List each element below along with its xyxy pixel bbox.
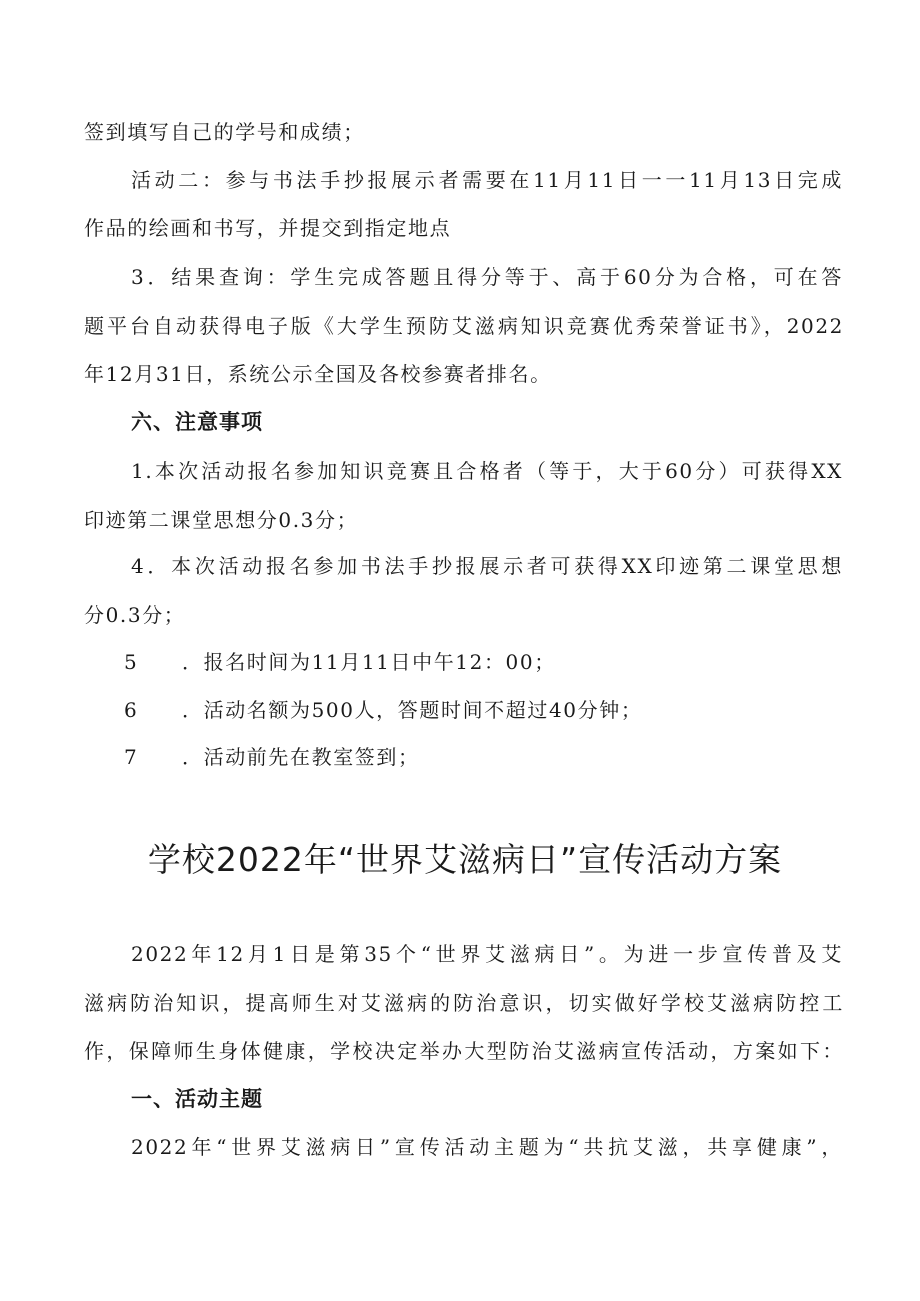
text-line-certificate: 题平台自动获得电子版《大学生预防艾滋病知识竞赛优秀荣誉证书》，2022 (84, 314, 844, 338)
text-line-intro-end: 作，保障师生身体健康，学校决定举办大型防治艾滋病宣传活动，方案如下： (84, 1039, 844, 1063)
list-item-number: 5 (124, 650, 139, 674)
text-line-intro: 2022年12月1日是第35个“世界艾滋病日”。为进一步宣传普及艾 (131, 942, 843, 966)
list-item-number: 7 (124, 745, 139, 769)
section-heading-notes: 六、注意事项 (131, 410, 263, 434)
text-line-note-four-cont: 分0.3分； (84, 603, 186, 627)
text-line-note-one-cont: 印迹第二课堂思想分0.3分； (84, 508, 359, 532)
document-title: 学校2022年“世界艾滋病日”宣传活动方案 (147, 840, 783, 879)
text-line-result-query: 3．结果查询：学生完成答题且得分等于、高于60分为合格，可在答 (131, 265, 843, 289)
text-line-artwork: 作品的绘画和书写，并提交到指定地点 (84, 216, 452, 240)
text-line-activity-two: 活动二：参与书法手抄报展示者需要在11月11日一一11月13日完成 (131, 168, 843, 192)
text-line-theme: 2022年“世界艾滋病日”宣传活动主题为“共抗艾滋，共享健康”， (131, 1135, 843, 1159)
text-line-note-one: 1.本次活动报名参加知识竞赛且合格者（等于，大于60分）可获得XX (131, 459, 843, 483)
text-line-checkin: 签到填写自己的学号和成绩； (84, 120, 365, 144)
list-item (124, 697, 642, 723)
text-line-intro-cont: 滋病防治知识，提高师生对艾滋病的防治意识，切实做好学校艾滋病防控工 (84, 991, 844, 1015)
list-item-number: 6 (124, 698, 139, 722)
list-item-text: ．活动前先在教室签到； (182, 745, 420, 769)
text-line-note-four: 4．本次活动报名参加书法手抄报展示者可获得XX印迹第二课堂思想 (131, 554, 843, 578)
list-item (124, 744, 420, 770)
section-heading-theme: 一、活动主题 (131, 1087, 263, 1111)
list-item-text: ．活动名额为500人，答题时间不超过40分钟； (182, 698, 643, 722)
text-line-ranking: 年12月31日，系统公示全国及各校参赛者排名。 (84, 362, 552, 386)
list-item (124, 649, 556, 675)
list-item-text: ．报名时间为11月11日中午12：00； (182, 650, 556, 674)
